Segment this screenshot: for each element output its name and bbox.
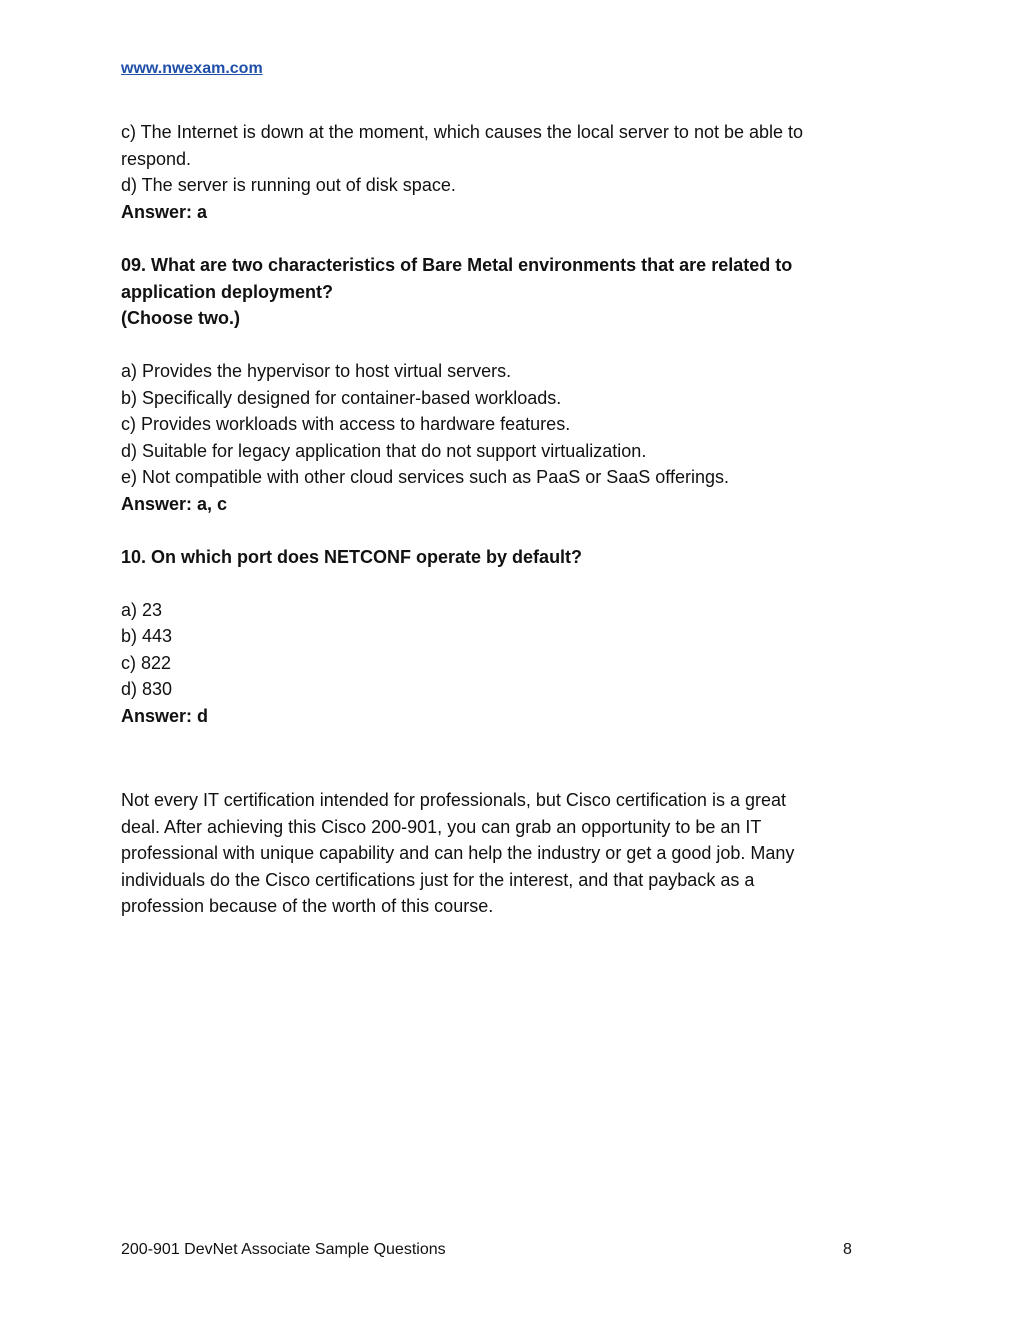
prev-answer: Answer: a	[121, 202, 208, 222]
q09-option-b: b) Specifically designed for container-based workloads.	[121, 388, 562, 408]
q09-prompt-line2: application deployment?	[121, 282, 334, 302]
q10-prompt: 10. On which port does NETCONF operate by default?	[121, 547, 583, 567]
q09-prompt-line1: 09. What are two characteristics of Bare Metal environments that are related to	[121, 255, 793, 275]
q09-prompt-line3: (Choose two.)	[121, 308, 240, 328]
closing-line-4: individuals do the Cisco certifications just for the interest, and that payback as a	[121, 870, 755, 890]
closing-line-5: profession because of the worth of this course.	[121, 896, 494, 916]
q09-option-e: e) Not compatible with other cloud services such as PaaS or SaaS offerings.	[121, 467, 729, 487]
page-number: 8	[843, 1241, 852, 1258]
q09-answer: Answer: a, c	[121, 494, 228, 514]
closing-line-2: deal. After achieving this Cisco 200-901, you can grab an opportunity to be an IT	[121, 817, 762, 837]
prev-option-c-line1: c) The Internet is down at the moment, which causes the local server to not be able to	[121, 122, 804, 142]
q10-option-b: b) 443	[121, 626, 173, 646]
q09-option-d: d) Suitable for legacy application that do not support virtualization.	[121, 441, 647, 461]
q09-option-c: c) Provides workloads with access to hardware features.	[121, 414, 571, 434]
prev-option-c-line2: respond.	[121, 149, 192, 169]
q10-option-d: d) 830	[121, 679, 173, 699]
site-link[interactable]: www.nwexam.com	[121, 60, 263, 77]
q10-answer: Answer: d	[121, 706, 209, 726]
footer-title: 200-901 DevNet Associate Sample Questions	[121, 1241, 446, 1258]
prev-option-d: d) The server is running out of disk space.	[121, 175, 456, 195]
q10-option-a: a) 23	[121, 600, 163, 620]
q09-option-a: a) Provides the hypervisor to host virtual servers.	[121, 361, 512, 381]
closing-line-1: Not every IT certification intended for professionals, but Cisco certification is a great	[121, 790, 786, 810]
q10-option-c: c) 822	[121, 653, 172, 673]
closing-line-3: professional with unique capability and can help the industry or get a good job. Many	[121, 843, 795, 863]
